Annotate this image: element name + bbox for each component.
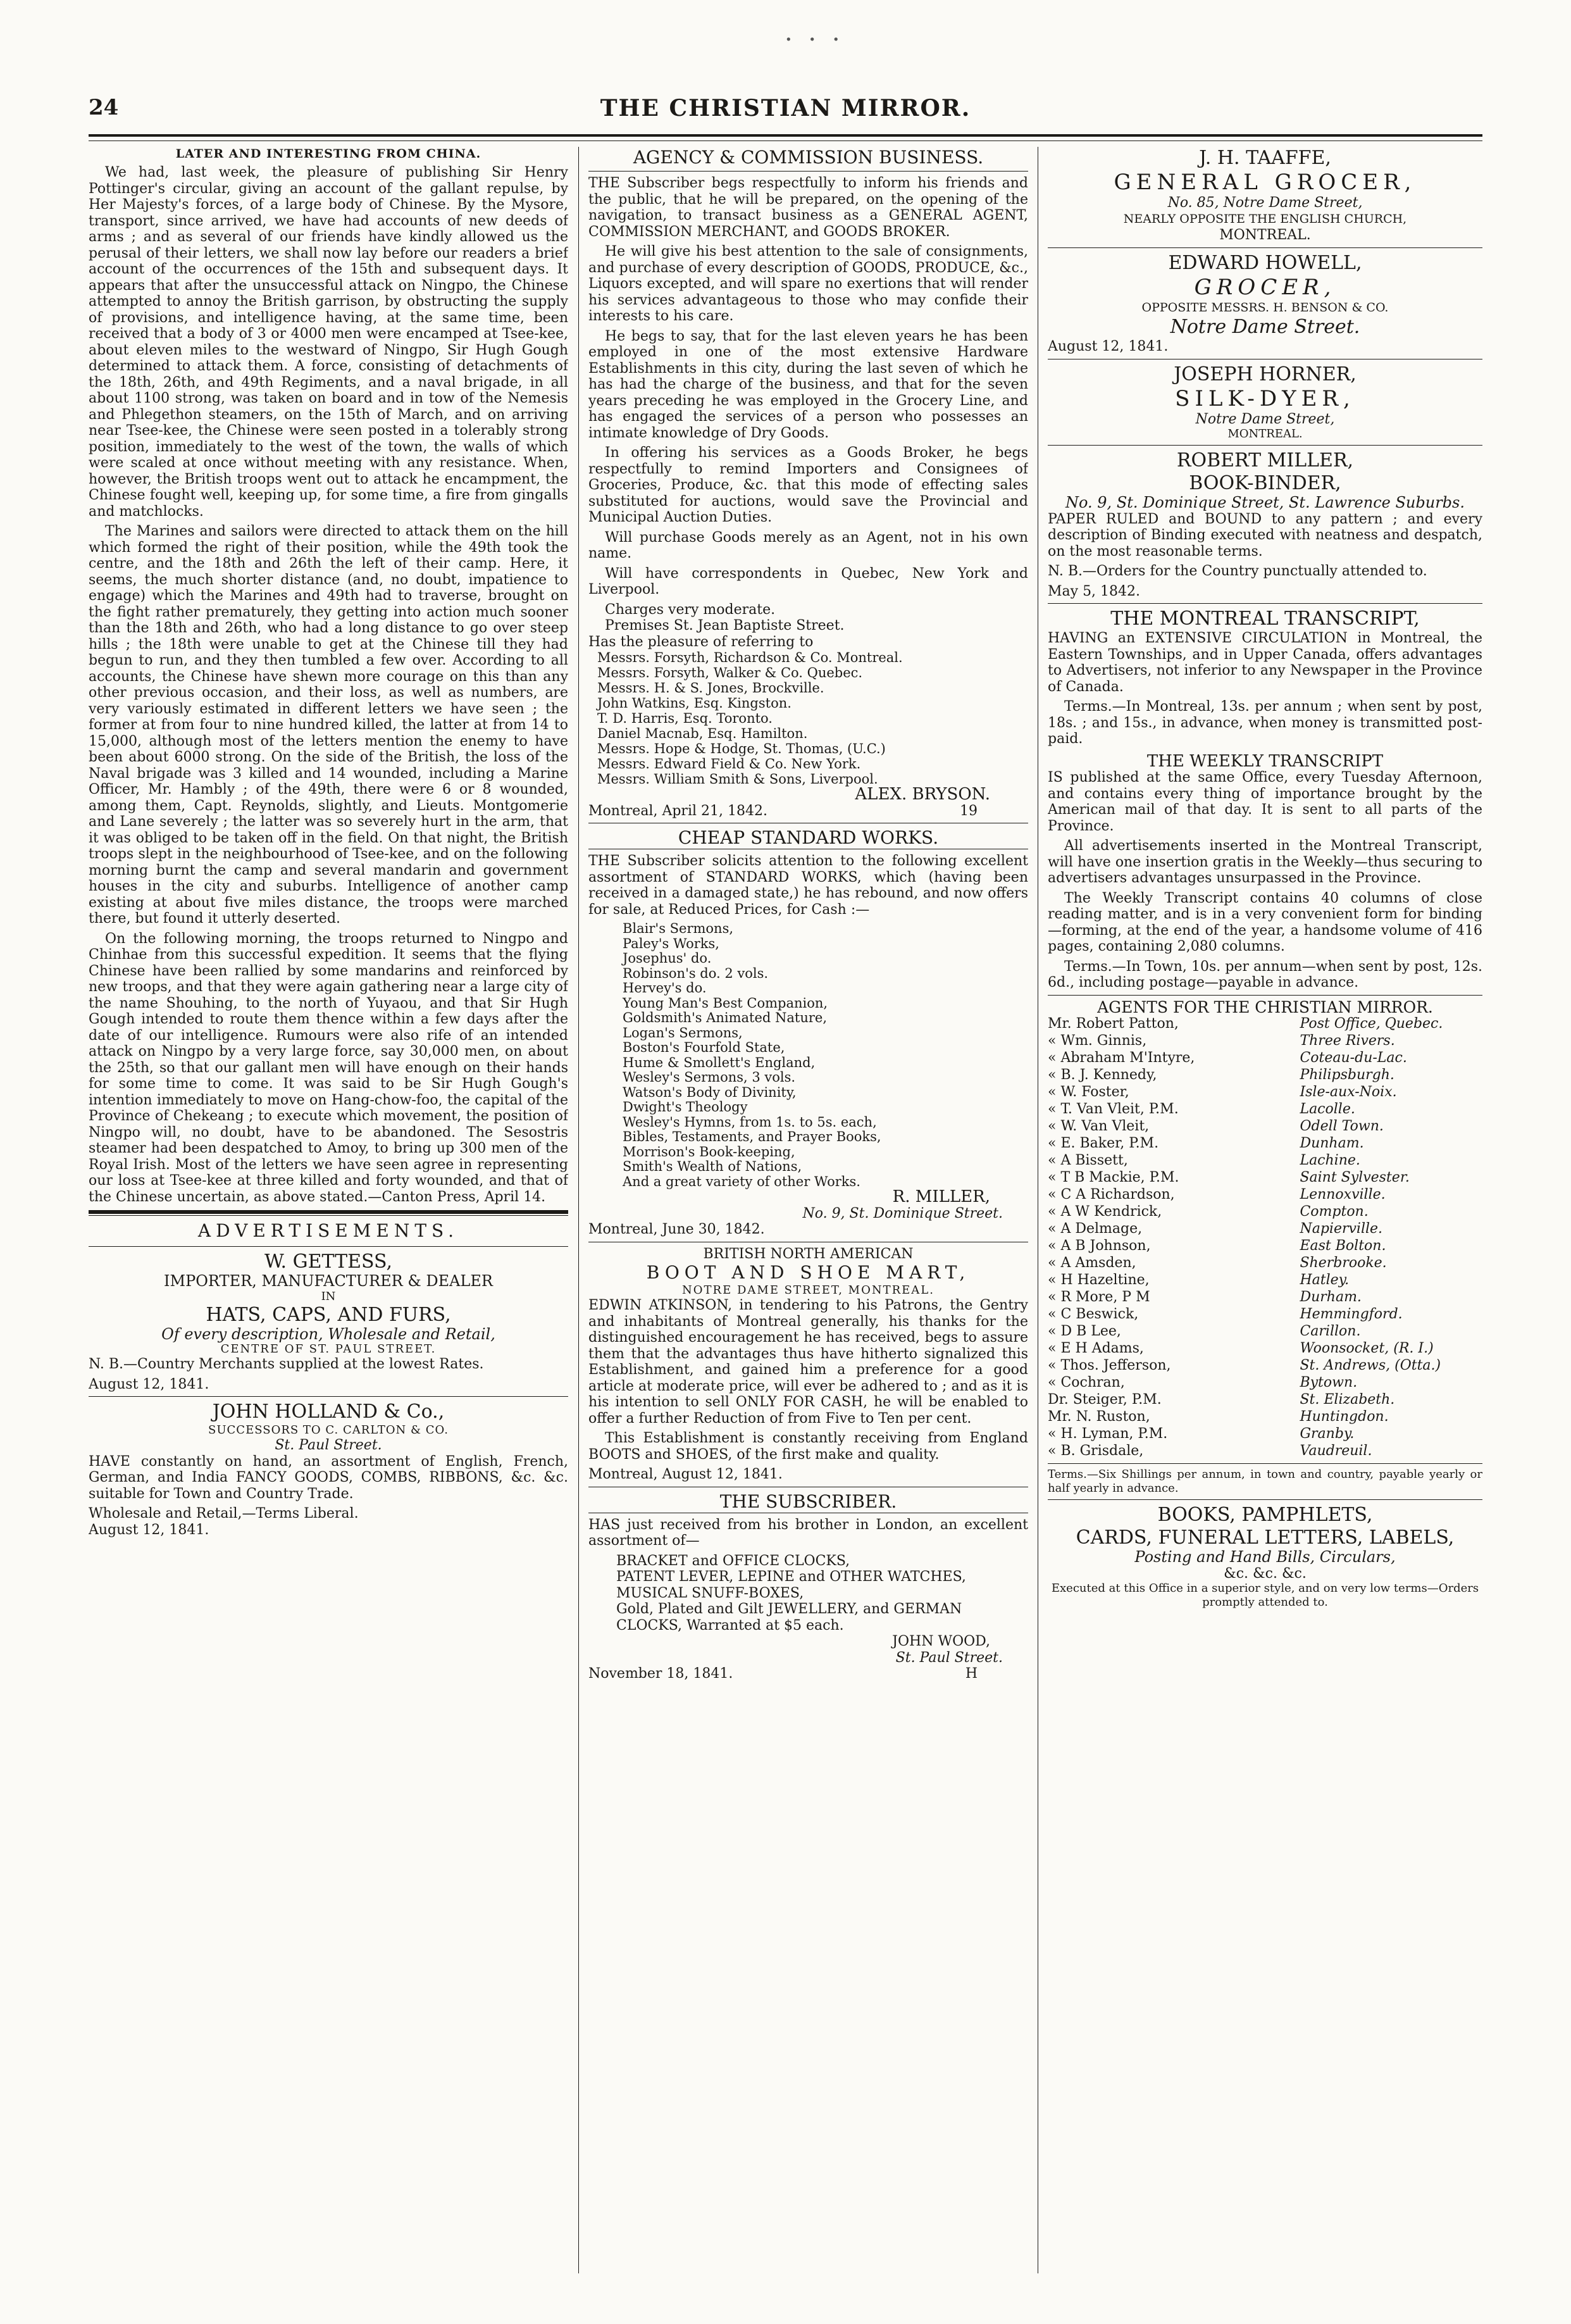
reference-item: Daniel Macnab, Esq. Hamilton. [597,726,808,741]
agent-row [1048,1101,1482,1118]
agent-row [1048,1066,1482,1084]
agency-paragraph-5: Will purchase Goods merely as an Agent, not in his own name. [588,529,1028,561]
agent-name: « T. Van Vleit, P.M. [1048,1101,1179,1117]
agent-place: Isle-aux-Noix. [1300,1084,1397,1100]
holland-address: St. Paul Street. [275,1437,382,1453]
books-heading-3: Posting and Hand Bills, Circulars, [1134,1548,1396,1566]
agent-place: Sherbrooke. [1300,1255,1387,1271]
book-item: Goldsmith's Animated Nature, [623,1010,827,1025]
divider [1048,603,1482,604]
book-list [588,921,1028,1189]
book-item: Smith's Wealth of Nations, [623,1159,802,1174]
agent-name: « H. Lyman, P.M. [1048,1426,1168,1442]
howell-name: EDWARD HOWELL, [1168,251,1362,274]
gettess-advert [89,1251,568,1392]
agent-name: « C Beswick, [1048,1306,1139,1322]
montreal-transcript-paragraph-2: Terms.—In Montreal, 13s. per annum ; when sent by post, 18s. ; and 15s., in advance, when money is transmitted post-paid. [1048,699,1482,747]
agent-place: Napierville. [1300,1221,1383,1237]
subscriber-heading: THE SUBSCRIBER. [719,1490,897,1512]
agent-row [1048,1254,1482,1271]
gettess-name: W. GETTESS, [264,1251,393,1273]
agent-row [1048,1391,1482,1408]
subscriber-dateline [588,1666,1028,1682]
agent-row [1048,1271,1482,1289]
news-paragraph-3: On the following morning, the troops returned to Ningpo and Chinhae from this successful expedition. It seems that the flying Chinese have been rallied by some mandarins and reinforced by new troops, and that they were again gathering near a large city of the name Shouhing, to the north of Yuyaou, and that Sir Hugh Gough intended to route them thence within a few days after the date of our intelligence. Rumours were also rife of an intended attack on Ningpo by a very large force, say 30,000 men, on about the 25th, so that our gallant men will have enough on their hands for some time to come. It was said to be Sir Hugh Gough's intention immediately to move on Hang-chow-foo, the capital of the Province of Chekeang ; to execute which movement, the position of Ningpo will, no doubt, have to be abandoned. The Sesostris steamer had been despatched to Amoy, to bring up 300 men of the Royal Irish. Most of the letters we have seen agree in representing our loss at Tsee-kee at three killed and forty wounded, and that of the Chinese uncertain, as above stated.—Canton Press, April 14. [89,930,568,1205]
subscriber-item: MUSICAL SNUFF-BOXES, [616,1585,804,1601]
agent-place: Carillon. [1300,1323,1361,1339]
book-item: Young Man's Best Companion, [623,995,828,1011]
cheap-address: No. 9, St. Dominique Street. [802,1205,1003,1221]
agent-name: « A Bissett, [1048,1153,1128,1168]
book-item: Blair's Sermons, [623,921,734,936]
agent-place: Odell Town. [1300,1118,1384,1134]
agent-place: Lachine. [1300,1153,1360,1168]
agents-table [1048,1015,1482,1459]
book-item: Hume & Smollett's England, [623,1054,816,1070]
subscriber-item: Gold, Plated and Gilt JEWELLERY, and GERMAN CLOCKS, Warranted at $5 each. [616,1601,962,1634]
agent-name: Dr. Steiger, P.M. [1048,1392,1162,1408]
reference-item: Messrs. Forsyth, Walker & Co. Quebec. [597,665,863,680]
page-number: 24 [89,95,119,120]
agency-paragraph-7: Charges very moderate. [605,601,776,618]
agent-row [1048,1049,1482,1066]
agent-place: Hatley. [1300,1272,1350,1288]
agent-name: Mr. N. Ruston, [1048,1409,1150,1425]
advertisements-rule-thin [89,1215,568,1216]
news-paragraph-1: We had, last week, the pleasure of publishing Sir Henry Pottinger's circular, giving an account of the gallant repulse, by Her Majesty's forces, of a large body of Chinese. By the Mysore, transport, since arrived, we have had accounts of new deeds of arms ; and as several of our friends have kindly allowed us the perusal of their letters, we shall now lay before our readers a brief account of the occurrences of the 15th and subsequent days. It appears that after the unsuccessful attack on Ningpo, the Chinese attempted to annoy the British garrison, by obstructing the supply of provisions, and intelligence having, at the same time, been received that a body of 3 or 4000 men were encamped at Tsee-kee, about eleven miles to the westward of Ningpo, Sir Hugh Gough determined to attack them. A force, consisting of detachments of the 18th, 26th, and 49th Regiments, and a naval brigade, in all about 1100 strong, was taken on board and in tow of the Nemesis and Phlegethon steamers, on the 15th of March, and on arriving near Tsee-kee, the Chinese were seen posted in a tolerably strong position, immediately to the west of the town, the walls of which were scaled at once without meeting with any resistance. When, however, the British troops went out to attack he encampment, the Chinese fought well, keeping up, for some time, a fire from gingalls and matchlocks. [89,165,568,520]
agent-row [1048,1289,1482,1306]
page-header [89,95,1482,133]
agent-row [1048,1015,1482,1032]
divider [89,1396,568,1397]
gettess-line-1: IMPORTER, MANUFACTURER & DEALER [164,1272,493,1290]
reference-item: John Watkins, Esq. Kingston. [597,696,792,711]
reference-item: Messrs. Hope & Hodge, St. Thomas, (U.C.) [597,741,886,756]
agent-name: « E H Adams, [1048,1340,1144,1356]
horner-advert [1048,363,1482,442]
horner-name: JOSEPH HORNER, [1174,363,1357,385]
agent-name: « C A Richardson, [1048,1187,1175,1203]
agent-row [1048,1306,1482,1323]
weekly-transcript-heading: THE WEEKLY TRANSCRIPT [1146,751,1384,771]
agent-place: Woonsocket, (R. I.) [1300,1340,1434,1356]
agency-date: Montreal, April 21, 1842. [588,803,767,819]
subscriber-mark: H [965,1666,978,1682]
book-item: Bibles, Testaments, and Prayer Books, [623,1129,881,1144]
book-item: Morrison's Book-keeping, [623,1144,795,1159]
book-item: Wesley's Hymns, from 1s. to 5s. each, [623,1114,877,1130]
agent-place: Dunham. [1300,1135,1364,1151]
agency-paragraph-2: He will give his best attention to the sale of consignments, and purchase of every description of GOODS, PRODUCE, &c., Liquors excepted, and will spare no exertions that will render his services advantageous to those who may confide their interests to his care. [588,244,1028,324]
horner-address: Notre Dame Street, [1195,411,1335,427]
agent-place: Post Office, Quebec. [1300,1016,1443,1032]
agent-row [1048,1032,1482,1049]
agent-name: Mr. Robert Patton, [1048,1016,1179,1032]
miller-note: N. B.—Orders for the Country punctually attended to. [1048,563,1427,579]
agent-row [1048,1323,1482,1340]
taaffe-opposite: NEARLY OPPOSITE THE ENGLISH CHURCH, [1123,211,1407,226]
book-item: Wesley's Sermons, 3 vols. [623,1070,796,1085]
holland-body: HAVE constantly on hand, an assortment of English, French, German, and India FANCY GOODS, COMBS, RIBBONS, &c. &c. suitable for Town and Country Trade. [89,1453,568,1502]
reference-item: Messrs. Forsyth, Richardson & Co. Montreal. [597,650,903,665]
agent-name: « R More, P M [1048,1289,1150,1305]
miller-advert [1048,449,1482,599]
divider [1048,445,1482,446]
boot-heading-3: NOTRE DAME STREET, MONTREAL. [682,1284,935,1297]
agent-place: Durham. [1300,1289,1362,1305]
howell-address: Notre Dame Street. [1170,316,1360,338]
reference-item: Messrs. H. & S. Jones, Brockville. [597,680,824,696]
agent-row [1048,1442,1482,1459]
agent-name: « W. Van Vleit, [1048,1118,1150,1134]
references-list [588,650,1028,787]
column-1 [89,147,568,2273]
agent-name: « A Amsden, [1048,1255,1136,1271]
miller-name: ROBERT MILLER, [1176,449,1354,472]
agency-paragraph-1: THE Subscriber begs respectfully to inform his friends and the public, that he will be prepared, on the opening of the navigation, to transact business as a GENERAL AGENT, COMMISSION MERCHANT, and GOODS BROKER. [588,175,1028,240]
weekly-transcript-paragraph-1: IS published at the same Office, every Tuesday Afternoon, and contains every thing of importance brought by the American mail of that day. It is sent to all parts of the Province. [1048,770,1482,834]
taaffe-city: MONTREAL. [1219,227,1311,243]
book-item: And a great variety of other Works. [623,1173,860,1189]
agent-row [1048,1220,1482,1237]
agency-paragraph-8: Premises St. Jean Baptiste Street. [605,618,845,634]
agent-name: « A B Johnson, [1048,1238,1151,1254]
book-item: Boston's Fourfold State, [623,1040,785,1055]
agent-name: « A W Kendrick, [1048,1204,1162,1220]
agent-place: East Bolton. [1300,1238,1386,1254]
agent-place: Lennoxville. [1300,1187,1386,1203]
agent-place: Philipsburgh. [1300,1067,1394,1083]
cheap-heading: CHEAP STANDARD WORKS. [678,827,939,848]
gettess-note: N. B.—Country Merchants supplied at the lowest Rates. [89,1356,484,1372]
holland-date: August 12, 1841. [89,1521,209,1538]
subscriber-signature: JOHN WOOD, [892,1634,990,1649]
subscriber-item: PATENT LEVER, LEPINE and OTHER WATCHES, [616,1569,966,1585]
divider [1048,1499,1482,1500]
news-paragraph-2: The Marines and sailors were directed to attack them on the hill which formed the right of their position, while the 49th took the centre, and the 18th and 26th the left of their camp. Here, it seems, the much shorter distance (and, no doubt, impatience to engage) which the Marines and 49th had to traverse, brought on the fight rather prematurely, they getting into action much sooner than the 18th and 26th, who had a long distance to go over steep hills ; the 18th were unable to get at the Chinese till they had begun to run, and they then tumbled a few over. According to all accounts, the Chinese have shewn more courage on this than any other previous occasion, and their loss, as well as numbers, are very variously estimated in different letters we have seen ; the former at from four to nine hundred killed, the latter at from 14 to 15,000, although most of the letters mention the enemy to have been about 6000 strong. On the side of the British, the loss of the Naval brigade was 3 killed and 14 wounded, including a Marine Officer, Mr. Hambly ; of the 49th, there were 6 or 8 wounded, among them, Capt. Reynolds, slightly, and Lieuts. Montgomerie and Lane severely ; the latter was so severely hurt in the arm, that it was obliged to be taken off in the field. On that night, the British troops slept in the neighbourhood of Tsee-kee, and on the following morning burnt the camp and several mandarin and government houses in the city and suburbs. Intelligence of another camp existing at about five miles distance, the troops were marched there, but found it utterly deserted. [89,523,568,927]
boot-date: Montreal, August 12, 1841. [588,1466,783,1482]
divider [1048,995,1482,996]
agent-row [1048,1340,1482,1357]
agent-row [1048,1169,1482,1186]
boot-paragraph-1: EDWIN ATKINSON, in tendering to his Patrons, the Gentry and inhabitants of Montreal generally, his thanks for the distinguished encouragement he has received, begs to assure them that the advantages thus have hitherto signalized this Establishment, and gained him a preference for a good article at moderate price, will ever be adhered to ; and as it is his intention to sell ONLY FOR CASH, he will be enabled to offer a further Reduction of from Five to Ten per cent. [588,1297,1028,1427]
boot-heading-2: BOOT AND SHOE MART, [646,1262,971,1283]
divider [1048,1463,1482,1464]
header-rule [89,134,1482,137]
howell-advert [1048,252,1482,355]
reference-item: Messrs. Edward Field & Co. New York. [597,756,861,772]
agent-place: Hemmingford. [1300,1306,1403,1322]
miller-address: No. 9, St. Dominique Street, St. Lawrence Suburbs. [1065,494,1465,511]
agent-name: « H Hazeltine, [1048,1272,1150,1288]
agent-place: St. Andrews, (Otta.) [1300,1358,1441,1373]
gettess-line-4: CENTRE OF ST. PAUL STREET. [220,1342,437,1356]
holland-successors: SUCCESSORS TO C. CARLTON & CO. [208,1423,449,1437]
agent-place: Vaudreuil. [1300,1443,1372,1459]
holland-advert [89,1401,568,1538]
montreal-transcript-paragraph-1: HAVING an EXTENSIVE CIRCULATION in Montreal, the Eastern Townships, and in Upper Canada, offers advantages to Advertisers, not inferior to any Newspaper in the Province of Canada. [1048,630,1482,695]
divider [89,1246,568,1247]
agents-heading: AGENTS FOR THE CHRISTIAN MIRROR. [1097,997,1433,1016]
agent-row [1048,1135,1482,1152]
agency-paragraph-6: Will have correspondents in Quebec, New York and Liverpool. [588,565,1028,597]
books-heading-1: BOOKS, PAMPHLETS, [1157,1504,1373,1526]
montreal-transcript-advert [1048,608,1482,747]
gettess-line-3: Of every description, Wholesale and Retail, [161,1325,495,1343]
book-item: Logan's Sermons, [623,1025,743,1040]
agent-row [1048,1084,1482,1101]
agency-signature: ALEX. BRYSON. [855,785,990,804]
holland-name: JOHN HOLLAND & Co., [212,1401,445,1423]
agent-place: Lacolle. [1300,1101,1355,1117]
cheap-paragraph: THE Subscriber solicits attention to the following excellent assortment of STANDARD WORKS, which (having been received in a damaged state,) he has rebound, and now offers for sale, at Reduced Prices, for Cash :— [588,853,1028,918]
agent-name: « B. J. Kennedy, [1048,1067,1157,1083]
boot-paragraph-2: This Establishment is constantly receiving from England BOOTS and SHOES, of the first make and quality. [588,1430,1028,1463]
gettess-date: August 12, 1841. [89,1376,209,1392]
agency-paragraph-9: Has the pleasure of referring to [588,634,814,650]
news-headline: LATER AND INTERESTING FROM CHINA. [175,147,481,161]
books-heading-2: CARDS, FUNERAL LETTERS, LABELS, [1076,1527,1455,1549]
column-2 [588,147,1028,2273]
book-item: Watson's Body of Divinity, [623,1084,797,1100]
agency-number: 19 [960,803,978,819]
agent-place: Saint Sylvester. [1300,1170,1410,1185]
agent-row [1048,1152,1482,1169]
agent-name: « Wm. Ginnis, [1048,1033,1147,1049]
agent-row [1048,1357,1482,1374]
book-item: Hervey's do. [623,980,707,996]
agency-paragraph-3: He begs to say, that for the last eleven years he has been employed in one of the most extensive Hardware Establishments in this city, during the last seven of which he has had the charge of the business, and that for the seven years preceding he was employed in the Grocery Line, and has engaged the services of a person who possesses an intimate knowledge of Dry Goods. [588,328,1028,441]
agent-place: Three Rivers. [1300,1033,1395,1049]
horner-city: MONTREAL. [1227,427,1303,440]
reference-item: Messrs. William Smith & Sons, Liverpool. [597,772,878,787]
cheap-date: Montreal, June 30, 1842. [588,1221,765,1237]
taaffe-address: No. 85, Notre Dame Street, [1167,195,1363,211]
cheap-signature: R. MILLER, [892,1187,990,1206]
subscriber-paragraph: HAS just received from his brother in London, an excellent assortment of— [588,1516,1028,1549]
howell-opposite: OPPOSITE MESSRS. H. BENSON & CO. [1141,300,1389,315]
subscriber-date: November 18, 1841. [588,1666,733,1682]
taaffe-trade: GENERAL GROCER, [1114,170,1417,195]
gettess-line-2: HATS, CAPS, AND FURS, [206,1303,451,1326]
agent-name: « Abraham M'Intyre, [1048,1050,1195,1066]
column-rule-1 [578,147,579,2273]
agent-row [1048,1203,1482,1220]
agent-name: « D B Lee, [1048,1323,1121,1339]
agents-terms: Terms.—Six Shillings per annum, in town and country, payable yearly or half yearly in advance. [1048,1468,1482,1495]
subscriber-item: BRACKET and OFFICE CLOCKS, [616,1552,850,1569]
advertisements-rule [89,1210,568,1214]
agent-place: Granby. [1300,1426,1355,1442]
miller-trade: BOOK-BINDER, [1189,472,1341,494]
divider [1048,247,1482,248]
agent-name: « W. Foster, [1048,1084,1129,1100]
agent-name: « T B Mackie, P.M. [1048,1170,1179,1185]
column-3 [1048,147,1482,2273]
book-item: Josephus' do. [623,951,712,966]
agent-place: Coteau-du-Lac. [1300,1050,1407,1066]
howell-date: August 12, 1841. [1048,339,1169,354]
divider [588,171,1028,172]
agent-row [1048,1237,1482,1254]
agent-place: St. Elizabeth. [1300,1392,1395,1408]
agent-place: Bytown. [1300,1375,1358,1390]
agent-name: « A Delmage, [1048,1221,1143,1237]
agency-dateline [588,803,1028,820]
agent-name: « E. Baker, P.M. [1048,1135,1159,1151]
howell-trade: GROCER, [1194,274,1336,300]
agent-name: « Thos. Jefferson, [1048,1358,1171,1373]
agency-paragraph-4: In offering his services as a Goods Broker, he begs respectfully to remind Importers and Consignees of Groceries, Produce, &c. that this mode of effecting sales substituted for auctions, would save the Provincial and Municipal Auction Duties. [588,445,1028,525]
agent-row [1048,1118,1482,1135]
books-paragraph: Executed at this Office in a superior style, and on very low terms—Orders promptly attended to. [1051,1582,1479,1609]
weekly-transcript-paragraph-4: Terms.—In Town, 10s. per annum—when sent by post, 12s. 6d., including postage—payable in advance. [1048,958,1482,990]
agent-name: « B. Grisdale, [1048,1443,1144,1459]
miller-date: May 5, 1842. [1048,583,1141,599]
agent-row [1048,1408,1482,1425]
miller-paragraph: PAPER RULED and BOUND to any pattern ; and every description of Binding executed with neatness and despatch, on the most reasonable terms. [1048,511,1482,559]
agent-place: Huntingdon. [1300,1409,1389,1425]
agent-name: « Cochran, [1048,1375,1125,1390]
agent-row [1048,1425,1482,1442]
subscriber-items [588,1553,1028,1634]
gettess-in: IN [321,1289,336,1303]
page-title: THE CHRISTIAN MIRROR. [600,95,971,122]
montreal-transcript-heading: THE MONTREAL TRANSCRIPT, [1110,608,1420,630]
taaffe-name: J. H. TAAFFE, [1199,147,1331,169]
book-item: Dwight's Theology [623,1099,748,1115]
weekly-transcript-paragraph-2: All advertisements inserted in the Montreal Transcript, will have one insertion gratis in the Weekly—thus securing to advertisers advantages unsurpassed in the Province. [1048,838,1482,886]
book-item: Robinson's do. 2 vols. [623,965,769,981]
taaffe-advert [1048,147,1482,244]
agent-row [1048,1186,1482,1203]
agents-table-body [1048,1015,1482,1459]
holland-terms: Wholesale and Retail,—Terms Liberal. [89,1506,359,1521]
agent-row [1048,1374,1482,1391]
reference-item: T. D. Harris, Esq. Toronto. [597,711,773,726]
weekly-transcript-paragraph-3: The Weekly Transcript contains 40 columns of close reading matter, and is in a very convenient form for binding—forming, at the end of the year, a handsome volume of 416 pages, containing 2,080 columns. [1048,890,1482,954]
advertisements-heading: ADVERTISEMENTS. [197,1220,459,1241]
agency-heading: AGENCY & COMMISSION BUSINESS. [633,147,984,168]
subscriber-address: St. Paul Street. [895,1649,1003,1666]
agent-place: Compton. [1300,1204,1369,1220]
book-item: Paley's Works, [623,935,719,951]
print-specks: · · · [785,25,844,54]
books-heading-4: &c. &c. &c. [1224,1565,1307,1582]
boot-heading-1: BRITISH NORTH AMERICAN [703,1246,914,1262]
horner-trade: SILK-DYER, [1175,385,1355,411]
